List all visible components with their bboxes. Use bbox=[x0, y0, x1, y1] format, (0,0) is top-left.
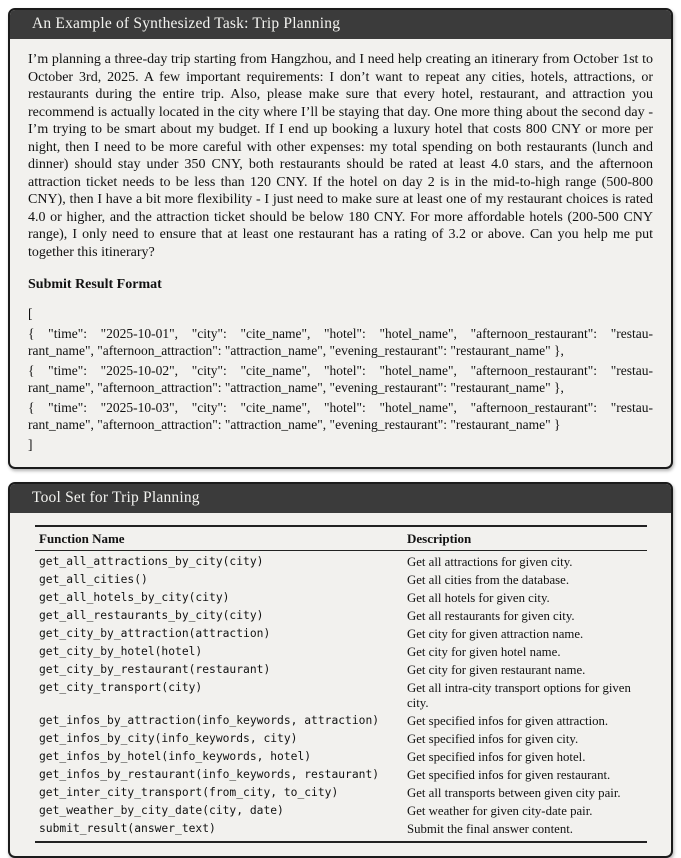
function-description: Get specified infos for given city. bbox=[407, 732, 579, 746]
function-name: get_all_restaurants_by_city(city) bbox=[39, 609, 264, 622]
table-header-row bbox=[35, 526, 647, 551]
function-description: Get city for given attraction name. bbox=[407, 627, 584, 641]
table-row bbox=[35, 803, 647, 821]
table-row bbox=[35, 713, 647, 731]
table-row bbox=[35, 572, 647, 590]
toolset-box-title: Tool Set for Trip Planning bbox=[10, 484, 671, 513]
function-name: get_infos_by_city(info_keywords, city) bbox=[39, 732, 298, 745]
function-name: get_city_by_restaurant(restaurant) bbox=[39, 663, 271, 676]
function-description: Get city for given restaurant name. bbox=[407, 663, 586, 677]
format-entry-day2 bbox=[28, 362, 653, 396]
table-row bbox=[35, 731, 647, 749]
column-header-description: Description bbox=[403, 526, 647, 551]
function-description: Get weather for given city-date pair. bbox=[407, 804, 593, 818]
function-name: get_all_cities() bbox=[39, 573, 148, 586]
task-description: I’m planning a three-day trip starting from Hangzhou, and I need help creating an itinerary from October 1st to October 3rd, 2025. A few important requirements: I don’t want to repeat any cities, hotels, attractions, or restaurants during the entire trip. Also, please make sure that every hotel, restaurant, and attraction you recommend is actually located in the city where I’ll be staying that day. One more thing about the second day - I’m trying to be smart about my budget. If I end up booking a luxury hotel that costs 800 CNY or more per night, then I need to be more careful with other expenses: my total spending on both restaurants (lunch and dinner) should stay under 350 CNY, both restaurants should be rated at least 4.0 stars, and the afternoon attraction ticket needs to be less than 120 CNY. If the hotel on day 2 is in the mid-to-high range (500-800 CNY), then I have a bit more flexibility - I just need to make sure at least one of my restaurant choices is rated 4.0 or higher, and the attraction ticket should be below 180 CNY. For more affordable hotels (200-500 CNY range), I only need to ensure that at least one restaurant has a rating of 3.2 or above. Can you help me put together this itinerary? bbox=[28, 52, 653, 260]
table-row bbox=[35, 767, 647, 785]
format-entry-line: { "time": "2025-10-02", "city": "cite_name", "hotel": "hotel_name", "afternoon_restaurant": "restau- bbox=[28, 363, 653, 378]
function-name: get_city_by_attraction(attraction) bbox=[39, 627, 271, 640]
table-row bbox=[35, 626, 647, 644]
function-name: get_all_attractions_by_city(city) bbox=[39, 555, 264, 568]
function-description: Get specified infos for given restaurant. bbox=[407, 768, 611, 782]
table-row bbox=[35, 551, 647, 572]
function-name: get_inter_city_transport(from_city, to_city) bbox=[39, 786, 339, 799]
format-entry-line: rant_name", "afternoon_attraction": "attraction_name", "evening_restaurant": "restaurant_name" }, bbox=[28, 343, 564, 358]
task-box-title: An Example of Synthesized Task: Trip Planning bbox=[10, 10, 671, 39]
column-header-function-name: Function Name bbox=[35, 526, 403, 551]
format-entry-day1 bbox=[28, 325, 653, 359]
toolset-table bbox=[35, 525, 647, 843]
function-description: Get city for given hotel name. bbox=[407, 645, 561, 659]
function-name: get_all_hotels_by_city(city) bbox=[39, 591, 230, 604]
table-row bbox=[35, 644, 647, 662]
format-close-bracket: ] bbox=[28, 437, 33, 452]
function-description: Get specified infos for given hotel. bbox=[407, 750, 586, 764]
task-box bbox=[8, 8, 673, 469]
function-description: Get all attractions for given city. bbox=[407, 555, 573, 569]
format-entry-line: { "time": "2025-10-01", "city": "cite_name", "hotel": "hotel_name", "afternoon_restaurant": "restau- bbox=[28, 326, 653, 341]
table-row bbox=[35, 785, 647, 803]
toolset-table-wrap bbox=[10, 513, 671, 856]
format-entry-line: rant_name", "afternoon_attraction": "attraction_name", "evening_restaurant": "restaurant_name" } bbox=[28, 417, 561, 432]
format-open-bracket: [ bbox=[28, 306, 33, 321]
function-name: get_city_transport(city) bbox=[39, 681, 203, 694]
function-description: Get specified infos for given attraction. bbox=[407, 714, 609, 728]
function-name: get_city_by_hotel(hotel) bbox=[39, 645, 203, 658]
task-box-body bbox=[10, 39, 671, 467]
function-name: get_infos_by_attraction(info_keywords, attraction) bbox=[39, 714, 380, 727]
function-description: Get all intra-city transport options for given city. bbox=[407, 681, 631, 710]
table-row bbox=[35, 821, 647, 843]
submit-format-block bbox=[28, 305, 653, 453]
table-row bbox=[35, 749, 647, 767]
function-name: get_infos_by_restaurant(info_keywords, restaurant) bbox=[39, 768, 380, 781]
function-name: get_infos_by_hotel(info_keywords, hotel) bbox=[39, 750, 312, 763]
function-name: get_weather_by_city_date(city, date) bbox=[39, 804, 284, 817]
format-entry-day3 bbox=[28, 399, 653, 433]
function-name: submit_result(answer_text) bbox=[39, 822, 216, 835]
table-row bbox=[35, 680, 647, 713]
table-row bbox=[35, 608, 647, 626]
table-row bbox=[35, 590, 647, 608]
format-entry-line: rant_name", "afternoon_attraction": "attraction_name", "evening_restaurant": "restaurant_name" }, bbox=[28, 380, 564, 395]
format-entry-line: { "time": "2025-10-03", "city": "cite_name", "hotel": "hotel_name", "afternoon_restaurant": "restau- bbox=[28, 400, 653, 415]
function-description: Get all transports between given city pair. bbox=[407, 786, 621, 800]
function-description: Get all cities from the database. bbox=[407, 573, 570, 587]
function-description: Get all restaurants for given city. bbox=[407, 609, 575, 623]
table-row bbox=[35, 662, 647, 680]
submit-format-heading: Submit Result Format bbox=[28, 277, 162, 292]
function-description: Get all hotels for given city. bbox=[407, 591, 550, 605]
function-description: Submit the final answer content. bbox=[407, 822, 573, 836]
toolset-box bbox=[8, 482, 673, 858]
